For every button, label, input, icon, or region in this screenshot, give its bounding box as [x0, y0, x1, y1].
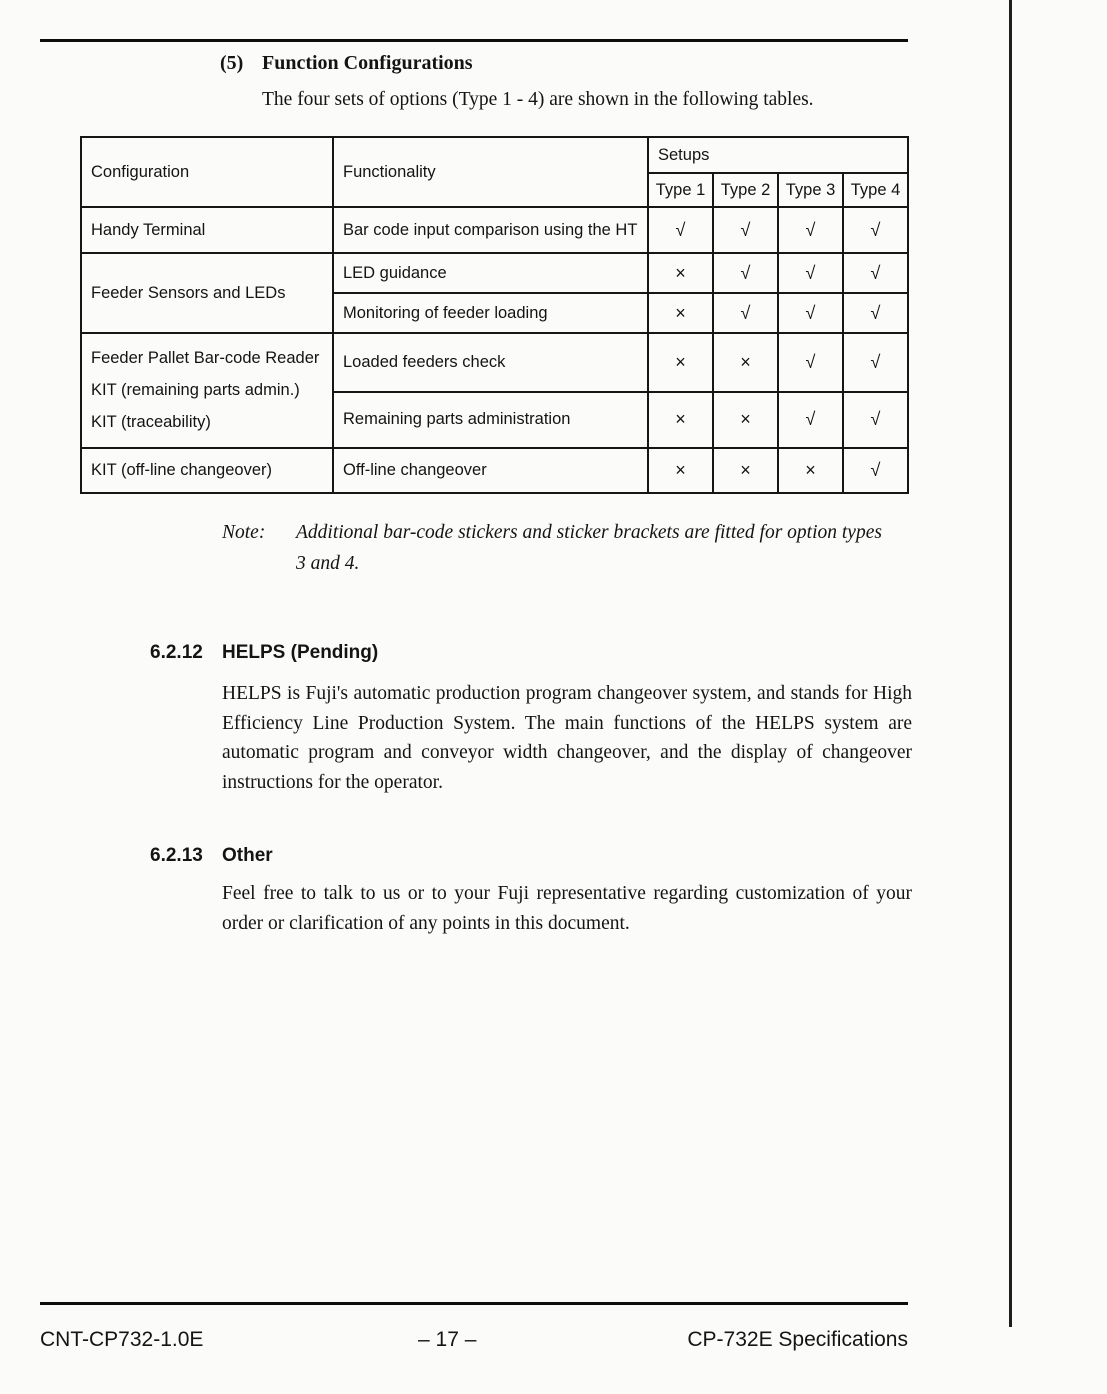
- section-number: (5): [220, 52, 244, 74]
- setup-value-cell: ×: [648, 293, 713, 333]
- setup-value-cell: ×: [648, 253, 713, 293]
- section-title: HELPS (Pending): [222, 642, 379, 663]
- intro-text: The four sets of options (Type 1 - 4) are shown in the following tables.: [262, 89, 814, 110]
- table-row: [81, 333, 908, 392]
- config-line: Feeder Pallet Bar-code Reader: [91, 349, 320, 367]
- helps-paragraph: HELPS is Fuji's automatic production program changeover system, and stands for High Efficiency Line Production System. The main functions of the HELPS system are automatic program and conveyor width changeover, and the display of changeover instructions for the operator.: [222, 683, 912, 793]
- setup-value-cell: √: [843, 333, 908, 392]
- setup-value-cell: ×: [648, 333, 713, 392]
- config-line: KIT (remaining parts admin.): [91, 381, 300, 399]
- note-text: Additional bar-code stickers and sticker brackets are fitted for option types 3 and 4.: [296, 522, 882, 574]
- footer-doc-title: CP-732E Specifications: [687, 1328, 908, 1351]
- col-header-type2: Type 2: [713, 173, 778, 207]
- functionality-cell: Monitoring of feeder loading: [333, 293, 648, 333]
- setup-value-cell: √: [778, 333, 843, 392]
- table-row: [81, 207, 908, 253]
- setup-value-cell: ×: [713, 448, 778, 493]
- section-heading-helps: [150, 642, 378, 664]
- setup-value-cell: √: [843, 207, 908, 253]
- setup-value-cell: √: [778, 253, 843, 293]
- setup-value-cell: √: [843, 253, 908, 293]
- footer-doc-code: CNT-CP732-1.0E: [40, 1328, 204, 1351]
- table-row: [81, 448, 908, 493]
- functionality-cell: LED guidance: [333, 253, 648, 293]
- setup-value-cell: √: [713, 207, 778, 253]
- col-header-setups: Setups: [648, 137, 908, 173]
- top-rule: [40, 39, 908, 42]
- config-cell: [81, 333, 333, 448]
- scan-artifact-line: [1009, 0, 1012, 1327]
- setup-value-cell: ×: [648, 448, 713, 493]
- col-header-configuration: Configuration: [81, 137, 333, 207]
- setup-value-cell: √: [778, 207, 843, 253]
- col-header-type1: Type 1: [648, 173, 713, 207]
- functionality-cell: Remaining parts administration: [333, 392, 648, 448]
- setup-value-cell: √: [843, 448, 908, 493]
- config-cell: Feeder Sensors and LEDs: [81, 253, 333, 333]
- other-paragraph: Feel free to talk to us or to your Fuji representative regarding customization of your order or clarification of any points in this document.: [222, 883, 912, 934]
- setup-value-cell: √: [648, 207, 713, 253]
- footer-page-number: – 17 –: [418, 1328, 477, 1351]
- setup-value-cell: √: [713, 293, 778, 333]
- table-row: [81, 253, 908, 293]
- section-heading-function-configurations: [220, 52, 473, 75]
- table-header-row: [81, 137, 908, 173]
- functionality-cell: Bar code input comparison using the HT: [333, 207, 648, 253]
- section-heading-other: [150, 845, 273, 867]
- setup-value-cell: ×: [778, 448, 843, 493]
- note-label: Note:: [222, 522, 266, 543]
- setup-value-cell: ×: [713, 333, 778, 392]
- col-header-type3: Type 3: [778, 173, 843, 207]
- setup-value-cell: √: [778, 392, 843, 448]
- setup-value-cell: ×: [713, 392, 778, 448]
- setup-value-cell: √: [843, 392, 908, 448]
- section-number: 6.2.12: [150, 642, 203, 663]
- col-header-type4: Type 4: [843, 173, 908, 207]
- config-cell: Handy Terminal: [81, 207, 333, 253]
- function-configuration-table: [80, 136, 909, 494]
- setup-value-cell: ×: [648, 392, 713, 448]
- config-cell: KIT (off-line changeover): [81, 448, 333, 493]
- functionality-cell: Off-line changeover: [333, 448, 648, 493]
- section-number: 6.2.13: [150, 845, 203, 866]
- setup-value-cell: √: [843, 293, 908, 333]
- section-title: Function Configurations: [262, 52, 473, 74]
- section-title: Other: [222, 845, 273, 866]
- functionality-cell: Loaded feeders check: [333, 333, 648, 392]
- config-line: KIT (traceability): [91, 413, 211, 431]
- col-header-functionality: Functionality: [333, 137, 648, 207]
- setup-value-cell: √: [778, 293, 843, 333]
- setup-value-cell: √: [713, 253, 778, 293]
- note-block: [222, 517, 888, 579]
- footer-rule: [40, 1302, 908, 1305]
